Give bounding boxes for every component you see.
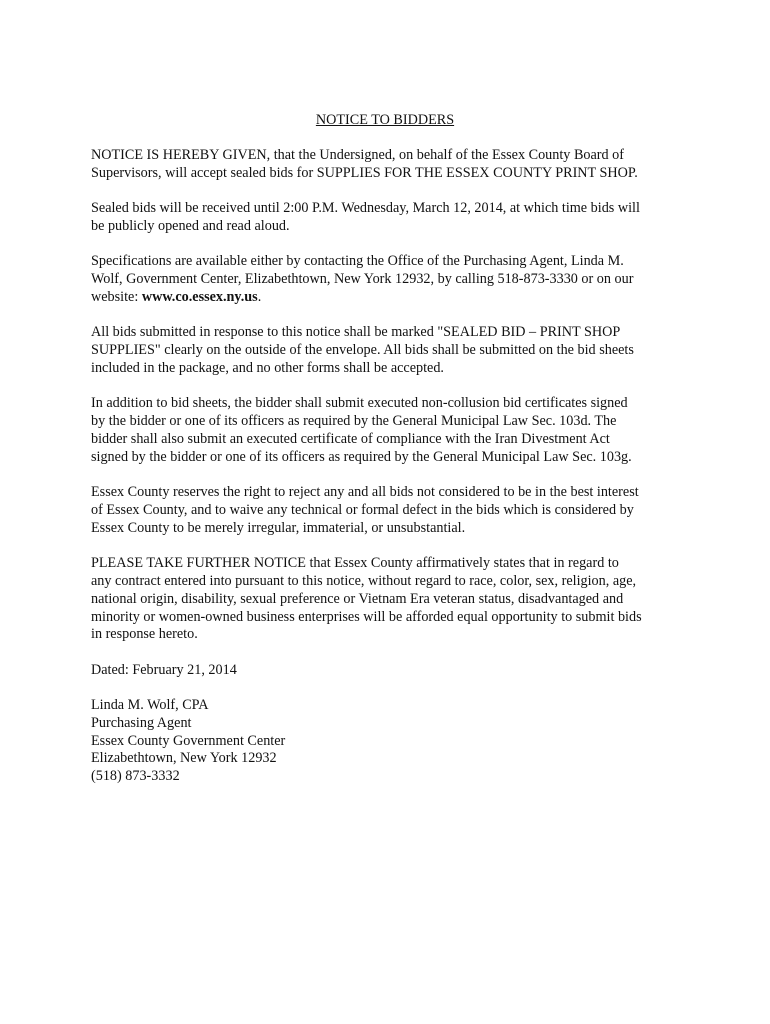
text-line: bidder shall also submit an executed certificate of compliance with the Iran Divestment Act: [91, 430, 610, 447]
paragraph-equal-opportunity: [91, 555, 681, 644]
notice-body: [91, 147, 681, 804]
paragraph-bid-deadline: [91, 200, 681, 236]
paragraph-certificates: [91, 395, 681, 466]
text-line: in response hereto.: [91, 626, 198, 643]
text-line: by the bidder or one of its officers as required by the General Municipal Law Sec. 103d. The: [91, 413, 617, 430]
website-link[interactable]: www.co.essex.ny.us: [141, 288, 258, 305]
text-line: Essex County to be merely irregular, immaterial, or unsubstantial.: [91, 519, 466, 536]
signature-block: [91, 697, 681, 786]
text-line: All bids submitted in response to this notice shall be marked "SEALED BID – PRINT SHOP: [91, 324, 621, 341]
text-line: national origin, disability, sexual preference or Vietnam Era veteran status, disadvantaged and: [91, 590, 624, 607]
paragraph-notice-given: [91, 147, 681, 183]
notice-title: NOTICE TO BIDDERS: [315, 112, 455, 128]
text-line: Dated: February 21, 2014: [91, 661, 237, 678]
text-line: [91, 289, 681, 307]
signature-phone: (518) 873-3332: [91, 768, 180, 785]
text-line: signed by the bidder or one of its officers as required by the General Municipal Law Sec. 103g.: [91, 448, 632, 465]
text-line: Wolf, Government Center, Elizabethtown, New York 12932, by calling 518-873-3330 or on our: [91, 271, 634, 288]
text-line: included in the package, and no other forms shall be accepted.: [91, 359, 444, 376]
text-line: be publicly opened and read aloud.: [91, 217, 290, 234]
text-line: PLEASE TAKE FURTHER NOTICE that Essex County affirmatively states that in regard to: [91, 555, 619, 572]
text-line: Essex County reserves the right to reject any and all bids not considered to be in the best interest: [91, 484, 639, 501]
signature-office: Essex County Government Center: [91, 732, 286, 749]
text-line: In addition to bid sheets, the bidder shall submit executed non-collusion bid certificates signed: [91, 395, 628, 412]
signature-city: Elizabethtown, New York 12932: [91, 750, 277, 767]
paragraph-reservation: [91, 484, 681, 537]
signature-name: Linda M. Wolf, CPA: [91, 697, 209, 714]
paragraph-specifications: [91, 253, 681, 306]
paragraph-bid-marking: [91, 324, 681, 377]
text-line: Specifications are available either by contacting the Office of the Purchasing Agent, Linda M.: [91, 253, 624, 270]
website-prefix: website:: [91, 288, 142, 305]
text-line: NOTICE IS HEREBY GIVEN, that the Undersigned, on behalf of the Essex County Board of: [91, 147, 624, 163]
text-line: of Essex County, and to waive any technical or formal defect in the bids which is considered by: [91, 501, 634, 518]
website-suffix: .: [257, 288, 262, 305]
dated-line: [91, 662, 681, 680]
text-line: any contract entered into pursuant to this notice, without regard to race, color, sex, religion, age,: [91, 572, 637, 589]
text-line: SUPPLIES" clearly on the outside of the envelope. All bids shall be submitted on the bid sheets: [91, 342, 634, 359]
text-line: Sealed bids will be received until 2:00 P.M. Wednesday, March 12, 2014, at which time bids will: [91, 200, 640, 217]
text-line: minority or women-owned business enterprises will be afforded equal opportunity to submit bids: [91, 608, 642, 625]
text-line: Supervisors, will accept sealed bids for SUPPLIES FOR THE ESSEX COUNTY PRINT SHOP.: [91, 164, 638, 181]
signature-title: Purchasing Agent: [91, 714, 192, 731]
